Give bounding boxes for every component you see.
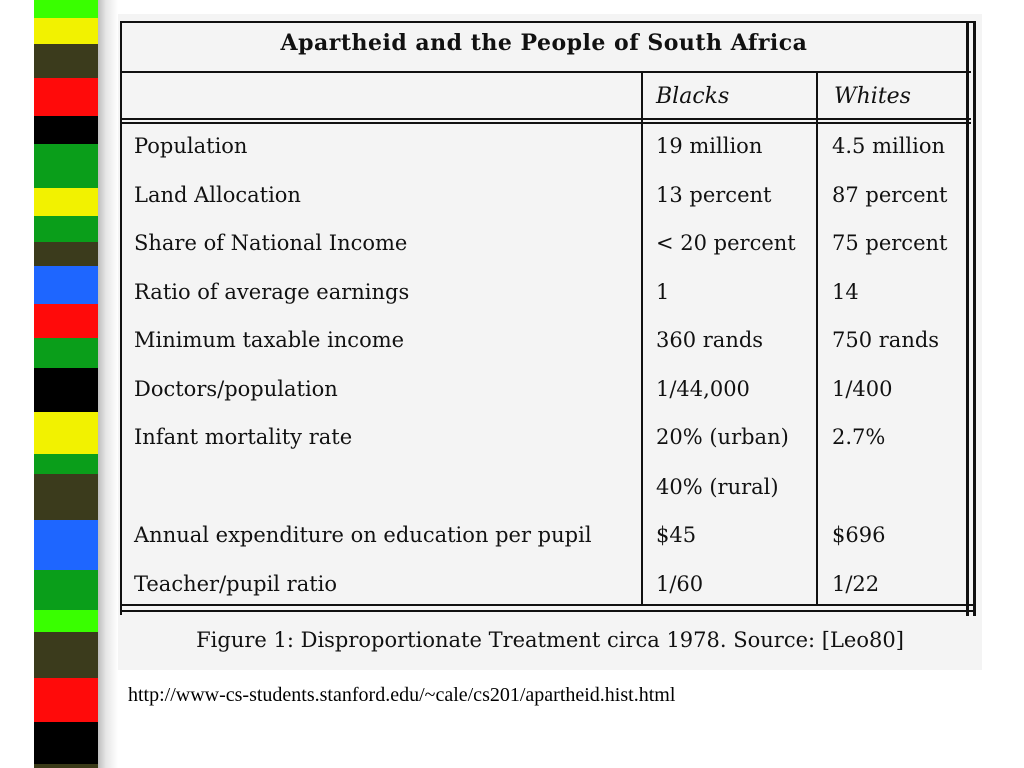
stripe-segment: [34, 242, 98, 266]
cell-whites: 75 percent: [832, 231, 948, 255]
table-rule: [120, 71, 971, 73]
row-label: Doctors/population: [134, 377, 338, 401]
stripe-segment: [34, 610, 98, 632]
stripe-shadow: [98, 0, 118, 768]
stripe-segment: [34, 368, 98, 412]
stripe-segment: [34, 722, 98, 764]
table-border: [966, 21, 969, 616]
apartheid-table-image: [118, 14, 982, 670]
stripe-segment: [34, 520, 98, 570]
stripe-segment: [34, 78, 98, 116]
cell-blacks: < 20 percent: [656, 231, 796, 255]
stripe-segment: [34, 188, 98, 216]
table-border: [120, 610, 976, 612]
cell-whites: 87 percent: [832, 183, 948, 207]
figure-caption: Figure 1: Disproportionate Treatment circa 1978. Source: [Leo80]: [196, 628, 904, 652]
stripe-segment: [34, 412, 98, 454]
stripe-segment: [34, 144, 98, 188]
column-rule: [641, 72, 643, 606]
stripe-segment: [34, 216, 98, 242]
row-label: Land Allocation: [134, 183, 301, 207]
stripe-segment: [34, 266, 98, 304]
stripe-segment: [34, 116, 98, 144]
stripe-segment: [34, 474, 98, 520]
column-header-blacks: Blacks: [656, 84, 730, 109]
table-border: [120, 604, 973, 606]
cell-whites: 4.5 million: [832, 134, 946, 158]
column-rule: [816, 72, 818, 606]
stripe-segment: [34, 678, 98, 722]
cell-whites: 750 rands: [832, 328, 940, 352]
row-label: Infant mortality rate: [134, 425, 353, 449]
row-label: Annual expenditure on education per pupil: [134, 523, 592, 547]
decorative-stripe: [34, 0, 98, 768]
table-rule: [120, 118, 971, 120]
cell-whites: 2.7%: [832, 425, 886, 449]
row-label: Teacher/pupil ratio: [134, 572, 338, 596]
stripe-segment: [34, 764, 98, 768]
stripe-segment: [34, 338, 98, 368]
cell-whites: 1/400: [832, 377, 893, 401]
table-rule: [120, 122, 971, 124]
cell-whites: 1/22: [832, 572, 880, 596]
cell-blacks: 1/44,000: [656, 377, 750, 401]
row-label: Ratio of average earnings: [134, 280, 410, 304]
table-title: Apartheid and the People of South Africa: [280, 30, 808, 56]
table-border: [973, 21, 976, 616]
stripe-segment: [34, 632, 98, 678]
source-url: http://www-cs-students.stanford.edu/~cale/cs201/apartheid.hist.html: [128, 684, 676, 706]
cell-blacks: 1: [656, 280, 670, 304]
stripe-segment: [34, 570, 98, 610]
cell-blacks: 360 rands: [656, 328, 764, 352]
row-label: Minimum taxable income: [134, 328, 405, 352]
column-header-whites: Whites: [834, 84, 911, 109]
stripe-segment: [34, 304, 98, 338]
row-label: Population: [134, 134, 248, 158]
cell-whites: 14: [832, 280, 859, 304]
stripe-segment: [34, 18, 98, 44]
row-label: Share of National Income: [134, 231, 408, 255]
cell-blacks: $45: [656, 523, 697, 547]
stripe-segment: [34, 454, 98, 474]
cell-blacks: 1/60: [656, 572, 704, 596]
cell-blacks: 20% (urban): [656, 425, 789, 449]
stripe-segment: [34, 0, 98, 18]
cell-blacks: 40% (rural): [656, 475, 779, 499]
cell-blacks: 13 percent: [656, 183, 772, 207]
cell-whites: $696: [832, 523, 886, 547]
cell-blacks: 19 million: [656, 134, 763, 158]
stripe-segment: [34, 44, 98, 78]
